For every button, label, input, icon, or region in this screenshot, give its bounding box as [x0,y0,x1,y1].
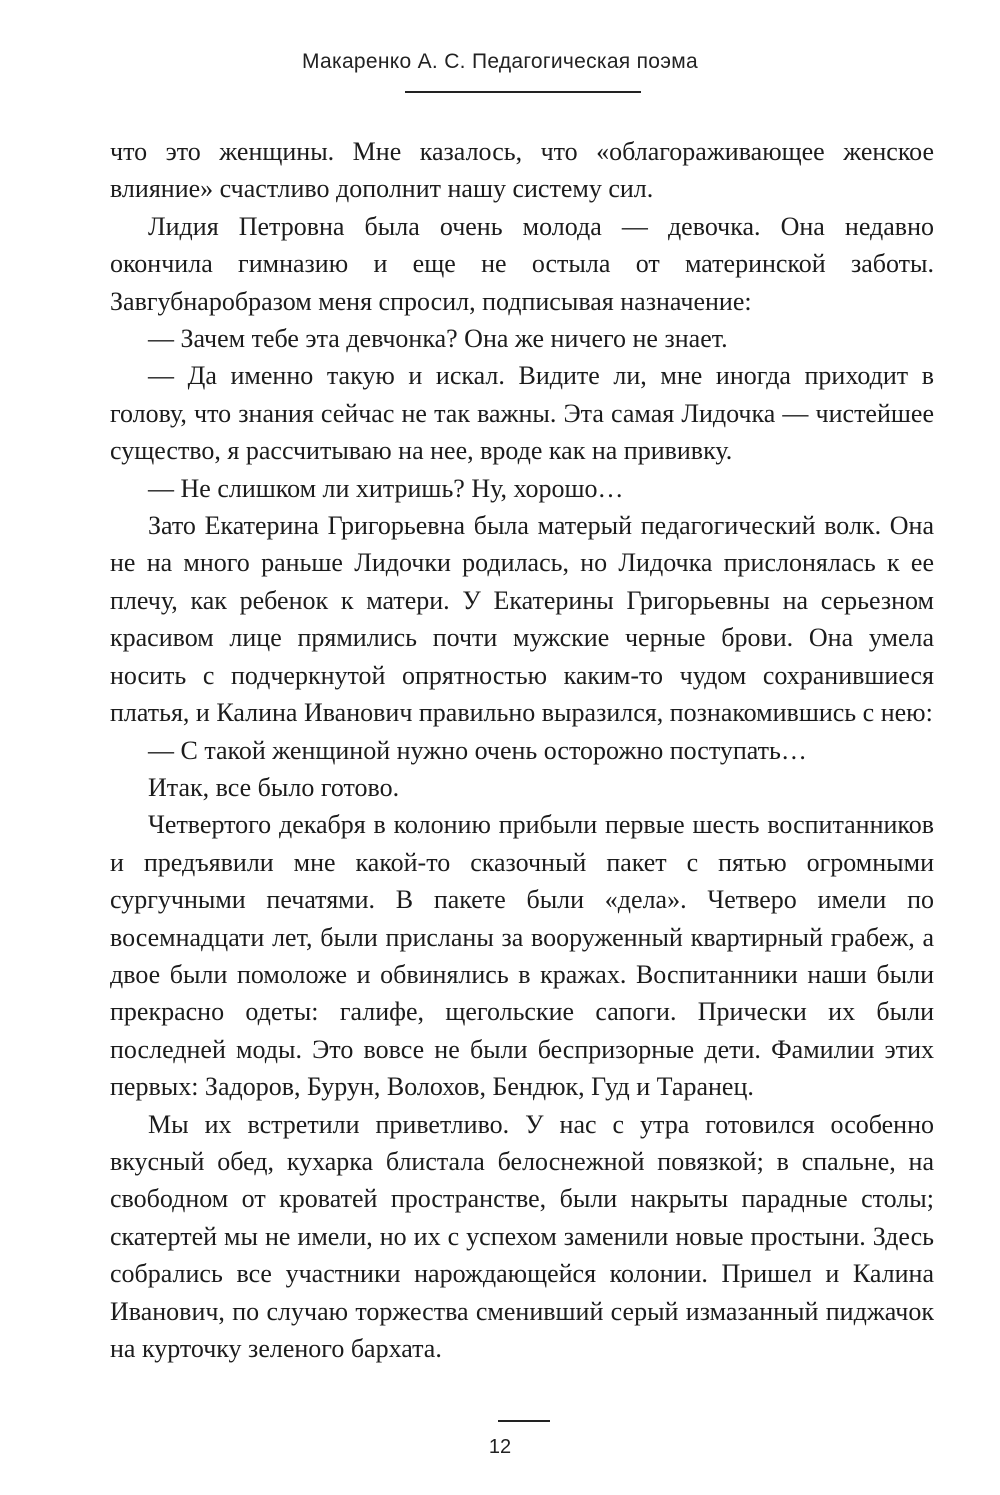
footer-rule [498,1420,550,1422]
running-head: Макаренко А. С. Педагогическая поэма [302,50,698,73]
body-text [110,133,934,1367]
paragraph: Четвертого декабря в колонию прибыли первые шесть воспитанников и предъявили мне какой-то сказочный пакет с пятью огромными сургучными печатями. В пакете были «дела». Четверо имели по восемнадцати лет, были присланы за вооруженный квартирный грабеж, а двое были помоложе и обвинялись в кражах. Воспитанники наши были прекрасно одеты: галифе, щегольские сапоги. Прически их были последней моды. Это вовсе не были беспризорные дети. Фамилии этих первых: Задоров, Бурун, Волохов, Бендюк, Гуд и Таранец. [110,810,934,1102]
paragraph-continuation: что это женщины. Мне казалось, что «облагораживающее женское влияние» счастливо дополнит нашу систему сил. [110,137,934,204]
dialogue-line: — Зачем тебе эта девчонка? Она же ничего не знает. [148,324,728,354]
paragraph: Лидия Петровна была очень молода — девочка. Она недавно окончила гимназию и еще не остыла от материнской заботы. Завгубнаробразом меня спросил, подписывая назначение: [110,211,934,316]
paragraph: Итак, все было готово. [148,772,400,802]
dialogue-line: — Не слишком ли хитришь? Ну, хорошо… [148,473,624,503]
paragraph: Мы их встретили приветливо. У нас с утра готовился особенно вкусный обед, кухарка блистала белоснежной повязкой; в спальне, на свободном от кроватей пространстве, были накрыты парадные столы; скатертей мы не имели, но их с успехом заменили новые простыни. Здесь собрались все участники нарождающейся колонии. Пришел и Калина Иванович, по случаю торжества сменивший серый измазанный пиджачок на курточку зеленого бархата. [110,1109,934,1363]
header-rule [405,91,641,93]
paragraph: Зато Екатерина Григорьевна была матерый педагогический волк. Она не на много раньше Лидочки родилась, но Лидочка прислонялась к ее плечу, как ребенок к матери. У Екатерины Григорьевны на серьезном красивом лице прямились почти мужские черные брови. Она умела носить с подчеркнутой опрятностью каким-то чудом сохранившиеся платья, и Калина Иванович правильно выразился, познакомившись с нею: [110,511,934,728]
dialogue-line: — Да именно такую и искал. Видите ли, мне иногда приходит в голову, что знания сейчас не так важны. Эта самая Лидочка — чистейшее существо, я рассчитываю на нее, вроде как на прививку. [110,361,934,466]
dialogue-line: — С такой женщиной нужно очень осторожно поступать… [148,735,807,765]
page-number: 12 [488,1436,512,1458]
